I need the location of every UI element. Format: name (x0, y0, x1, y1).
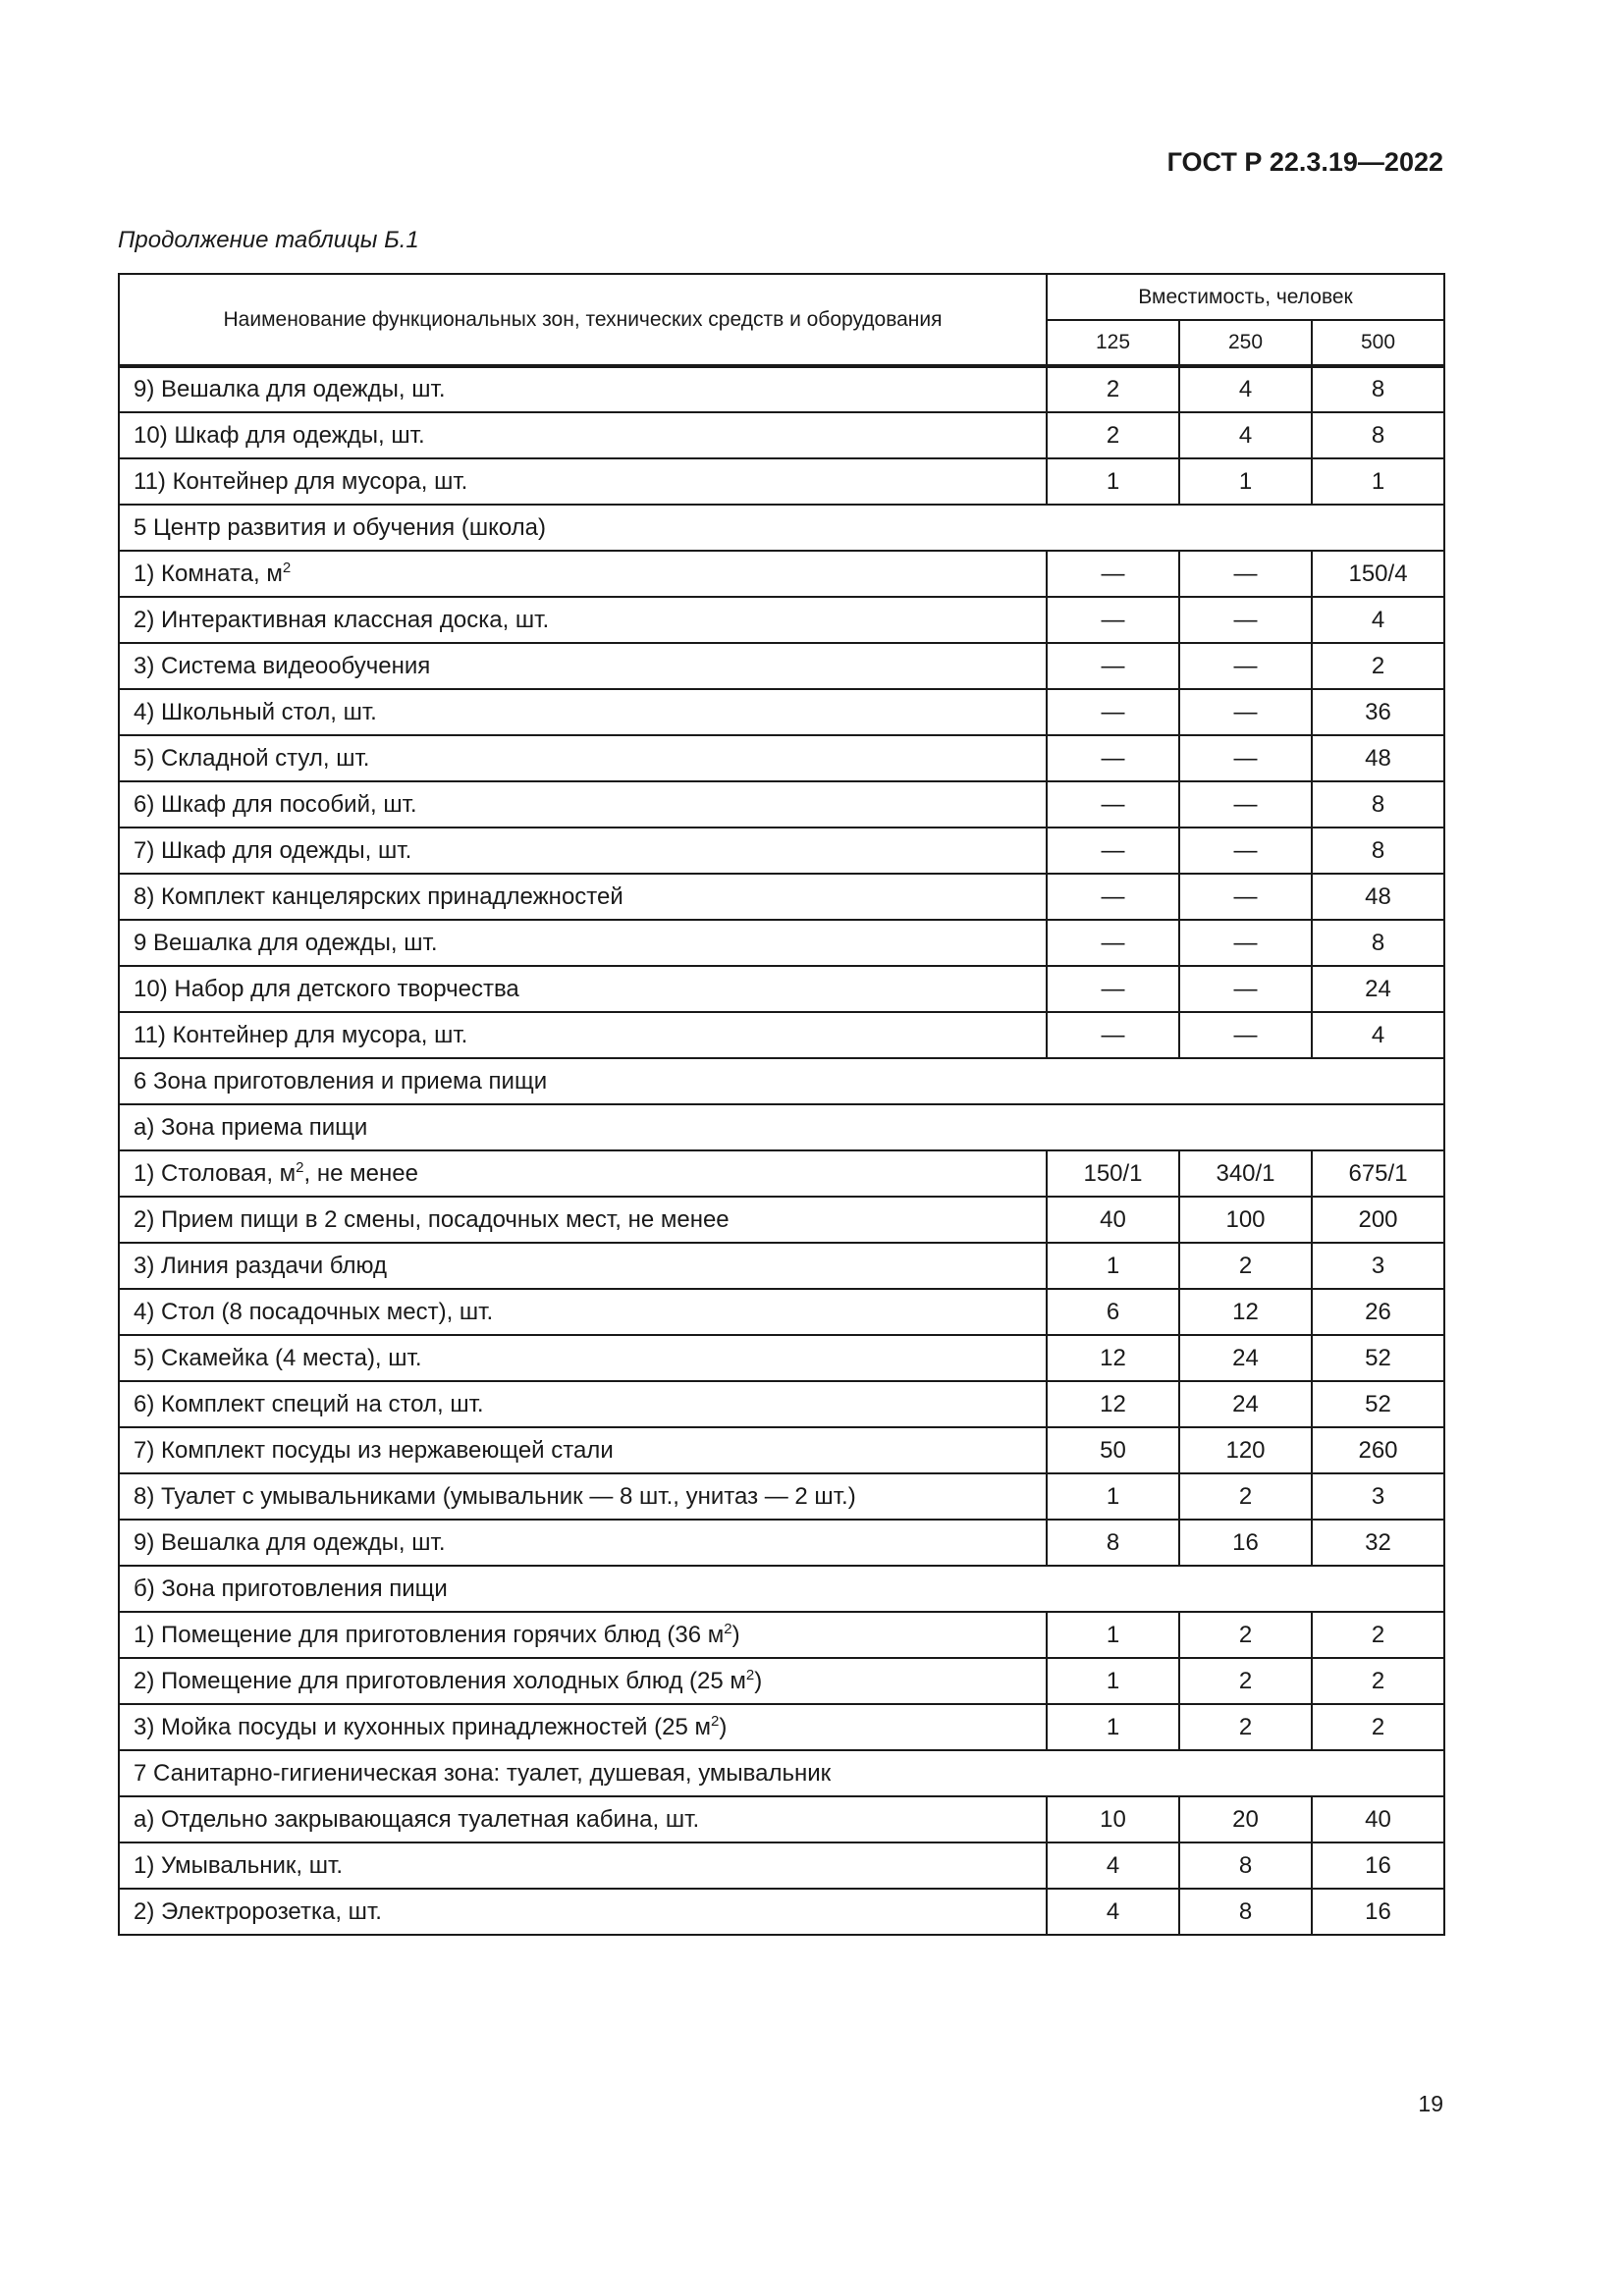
table-row (119, 1197, 1444, 1243)
value-500: 1 (1312, 458, 1444, 505)
value-125: 1 (1047, 1704, 1179, 1750)
value-250: — (1179, 689, 1312, 735)
table-row (119, 1243, 1444, 1289)
unit-superscript: 2 (296, 1158, 304, 1176)
value-125: 50 (1047, 1427, 1179, 1473)
value-500: 16 (1312, 1889, 1444, 1935)
name-column-header: Наименование функциональных зон, технических средств и оборудования (119, 274, 1047, 366)
table-caption: Продолжение таблицы Б.1 (118, 227, 419, 253)
value-250: 2 (1179, 1243, 1312, 1289)
table-row (119, 874, 1444, 920)
row-name-text: 1) Столовая, м (134, 1159, 297, 1187)
value-500: 52 (1312, 1381, 1444, 1427)
value-500: 150/4 (1312, 551, 1444, 597)
capacity-250-header: 250 (1179, 320, 1312, 366)
value-125: — (1047, 643, 1179, 689)
value-250: 340/1 (1179, 1150, 1312, 1197)
value-250: — (1179, 735, 1312, 781)
row-name: 10) Шкаф для одежды, шт. (119, 412, 1047, 458)
value-125: 1 (1047, 458, 1179, 505)
section-row (119, 1104, 1444, 1150)
value-125: 10 (1047, 1796, 1179, 1842)
value-125: — (1047, 781, 1179, 828)
table-row (119, 1335, 1444, 1381)
value-500: 2 (1312, 1658, 1444, 1704)
row-name: 7) Шкаф для одежды, шт. (119, 828, 1047, 874)
row-name: 10) Набор для детского творчества (119, 966, 1047, 1012)
table-row (119, 1473, 1444, 1520)
value-500: 8 (1312, 781, 1444, 828)
table-row (119, 828, 1444, 874)
capacity-500-header: 500 (1312, 320, 1444, 366)
row-name: 11) Контейнер для мусора, шт. (119, 458, 1047, 505)
table-header-row (119, 274, 1444, 320)
value-125: 1 (1047, 1658, 1179, 1704)
value-500: 40 (1312, 1796, 1444, 1842)
section-row (119, 1058, 1444, 1104)
table-row (119, 458, 1444, 505)
table-row (119, 366, 1444, 412)
value-125: — (1047, 874, 1179, 920)
row-name-suffix: , не менее (303, 1159, 418, 1187)
row-name (119, 1612, 1047, 1658)
row-name (119, 551, 1047, 597)
value-500: 4 (1312, 597, 1444, 643)
table-row (119, 1842, 1444, 1889)
row-name: 7) Комплект посуды из нержавеющей стали (119, 1427, 1047, 1473)
value-125: 150/1 (1047, 1150, 1179, 1197)
value-500: 26 (1312, 1289, 1444, 1335)
unit-superscript: 2 (745, 1666, 755, 1683)
value-250: — (1179, 643, 1312, 689)
section-row (119, 1566, 1444, 1612)
section-title: б) Зона приготовления пищи (119, 1566, 1444, 1612)
row-name: 2) Интерактивная классная доска, шт. (119, 597, 1047, 643)
row-name: 5) Складной стул, шт. (119, 735, 1047, 781)
value-500: 3 (1312, 1243, 1444, 1289)
value-500: 2 (1312, 1612, 1444, 1658)
unit-superscript: 2 (724, 1620, 732, 1637)
row-name: 9) Вешалка для одежды, шт. (119, 366, 1047, 412)
document-code: ГОСТ Р 22.3.19—2022 (1166, 147, 1443, 177)
table-row (119, 1704, 1444, 1750)
row-name: 3) Система видеообучения (119, 643, 1047, 689)
value-500: 32 (1312, 1520, 1444, 1566)
value-250: — (1179, 551, 1312, 597)
value-125: — (1047, 689, 1179, 735)
row-name-suffix: ) (719, 1713, 728, 1740)
value-250: — (1179, 966, 1312, 1012)
value-125: — (1047, 597, 1179, 643)
value-250: 2 (1179, 1612, 1312, 1658)
table-row (119, 1427, 1444, 1473)
unit-superscript: 2 (710, 1712, 720, 1730)
value-250: 16 (1179, 1520, 1312, 1566)
capacity-125-header: 125 (1047, 320, 1179, 366)
table-row (119, 1012, 1444, 1058)
value-125: — (1047, 828, 1179, 874)
value-250: 12 (1179, 1289, 1312, 1335)
value-250: 100 (1179, 1197, 1312, 1243)
value-250: 2 (1179, 1658, 1312, 1704)
value-125: 8 (1047, 1520, 1179, 1566)
value-250: 24 (1179, 1335, 1312, 1381)
page-number: 19 (1418, 2091, 1443, 2116)
table-row (119, 1612, 1444, 1658)
value-500: 8 (1312, 920, 1444, 966)
value-500: 52 (1312, 1335, 1444, 1381)
row-name: 1) Умывальник, шт. (119, 1842, 1047, 1889)
value-125: — (1047, 1012, 1179, 1058)
value-250: — (1179, 828, 1312, 874)
value-250: — (1179, 920, 1312, 966)
row-name: 2) Электророзетка, шт. (119, 1889, 1047, 1935)
value-125: 1 (1047, 1612, 1179, 1658)
table-row (119, 689, 1444, 735)
value-500: 48 (1312, 874, 1444, 920)
value-125: 2 (1047, 366, 1179, 412)
section-title: 6 Зона приготовления и приема пищи (119, 1058, 1444, 1104)
row-name: 9) Вешалка для одежды, шт. (119, 1520, 1047, 1566)
table-row (119, 412, 1444, 458)
value-250: 1 (1179, 458, 1312, 505)
row-name-suffix: ) (731, 1621, 740, 1648)
table-row (119, 643, 1444, 689)
table-row (119, 597, 1444, 643)
table-row (119, 1150, 1444, 1197)
value-125: — (1047, 920, 1179, 966)
value-125: 1 (1047, 1243, 1179, 1289)
value-500: 3 (1312, 1473, 1444, 1520)
value-125: 40 (1047, 1197, 1179, 1243)
row-name: 4) Стол (8 посадочных мест), шт. (119, 1289, 1047, 1335)
value-500: 8 (1312, 412, 1444, 458)
row-name-text: 1) Комната, м (134, 560, 283, 587)
value-500: 260 (1312, 1427, 1444, 1473)
table-row (119, 781, 1444, 828)
value-500: 24 (1312, 966, 1444, 1012)
value-125: — (1047, 966, 1179, 1012)
section-row (119, 1750, 1444, 1796)
value-500: 2 (1312, 643, 1444, 689)
table-row (119, 1381, 1444, 1427)
row-name: 8) Комплект канцелярских принадлежностей (119, 874, 1047, 920)
table-row (119, 1889, 1444, 1935)
value-250: 8 (1179, 1889, 1312, 1935)
value-250: 24 (1179, 1381, 1312, 1427)
value-500: 16 (1312, 1842, 1444, 1889)
row-name: 8) Туалет с умывальниками (умывальник — 8 шт., унитаз — 2 шт.) (119, 1473, 1047, 1520)
table-row (119, 1796, 1444, 1842)
equipment-table (118, 273, 1445, 1936)
section-title: 7 Санитарно-гигиеническая зона: туалет, душевая, умывальник (119, 1750, 1444, 1796)
value-250: 120 (1179, 1427, 1312, 1473)
row-name-text: 2) Помещение для приготовления холодных блюд (25 м (134, 1667, 746, 1694)
row-name: 3) Линия раздачи блюд (119, 1243, 1047, 1289)
section-title: 5 Центр развития и обучения (школа) (119, 505, 1444, 551)
value-125: 1 (1047, 1473, 1179, 1520)
value-250: — (1179, 874, 1312, 920)
table-row (119, 551, 1444, 597)
value-250: 4 (1179, 366, 1312, 412)
value-125: 4 (1047, 1889, 1179, 1935)
row-name-suffix: ) (754, 1667, 763, 1694)
row-name (119, 1704, 1047, 1750)
section-row (119, 505, 1444, 551)
row-name: 2) Прием пищи в 2 смены, посадочных мест, не менее (119, 1197, 1047, 1243)
value-500: 8 (1312, 828, 1444, 874)
row-name: 11) Контейнер для мусора, шт. (119, 1012, 1047, 1058)
row-name: 5) Скамейка (4 места), шт. (119, 1335, 1047, 1381)
value-500: 4 (1312, 1012, 1444, 1058)
section-title: а) Зона приема пищи (119, 1104, 1444, 1150)
value-500: 2 (1312, 1704, 1444, 1750)
value-250: 2 (1179, 1704, 1312, 1750)
value-250: 20 (1179, 1796, 1312, 1842)
table-row (119, 966, 1444, 1012)
value-500: 675/1 (1312, 1150, 1444, 1197)
row-name-text: 3) Мойка посуды и кухонных принадлежностей (25 м (134, 1713, 711, 1740)
row-name: 9 Вешалка для одежды, шт. (119, 920, 1047, 966)
table-body (119, 366, 1444, 1935)
value-250: 8 (1179, 1842, 1312, 1889)
value-125: 4 (1047, 1842, 1179, 1889)
value-500: 36 (1312, 689, 1444, 735)
capacity-header: Вместимость, человек (1047, 274, 1444, 320)
value-250: — (1179, 1012, 1312, 1058)
value-125: 6 (1047, 1289, 1179, 1335)
value-125: 12 (1047, 1335, 1179, 1381)
row-name (119, 1658, 1047, 1704)
table-row (119, 735, 1444, 781)
row-name: 6) Комплект специй на стол, шт. (119, 1381, 1047, 1427)
value-125: 2 (1047, 412, 1179, 458)
value-125: — (1047, 735, 1179, 781)
row-name: а) Отдельно закрывающаяся туалетная кабина, шт. (119, 1796, 1047, 1842)
unit-superscript: 2 (282, 559, 292, 576)
table-row (119, 1658, 1444, 1704)
row-name-text: 1) Помещение для приготовления горячих блюд (36 м (134, 1621, 725, 1648)
value-250: 4 (1179, 412, 1312, 458)
table-row (119, 1520, 1444, 1566)
row-name: 6) Шкаф для пособий, шт. (119, 781, 1047, 828)
value-500: 48 (1312, 735, 1444, 781)
value-500: 8 (1312, 366, 1444, 412)
table-row (119, 1289, 1444, 1335)
value-500: 200 (1312, 1197, 1444, 1243)
row-name (119, 1150, 1047, 1197)
value-250: 2 (1179, 1473, 1312, 1520)
table-row (119, 920, 1444, 966)
value-125: — (1047, 551, 1179, 597)
value-125: 12 (1047, 1381, 1179, 1427)
row-name: 4) Школьный стол, шт. (119, 689, 1047, 735)
value-250: — (1179, 781, 1312, 828)
value-250: — (1179, 597, 1312, 643)
